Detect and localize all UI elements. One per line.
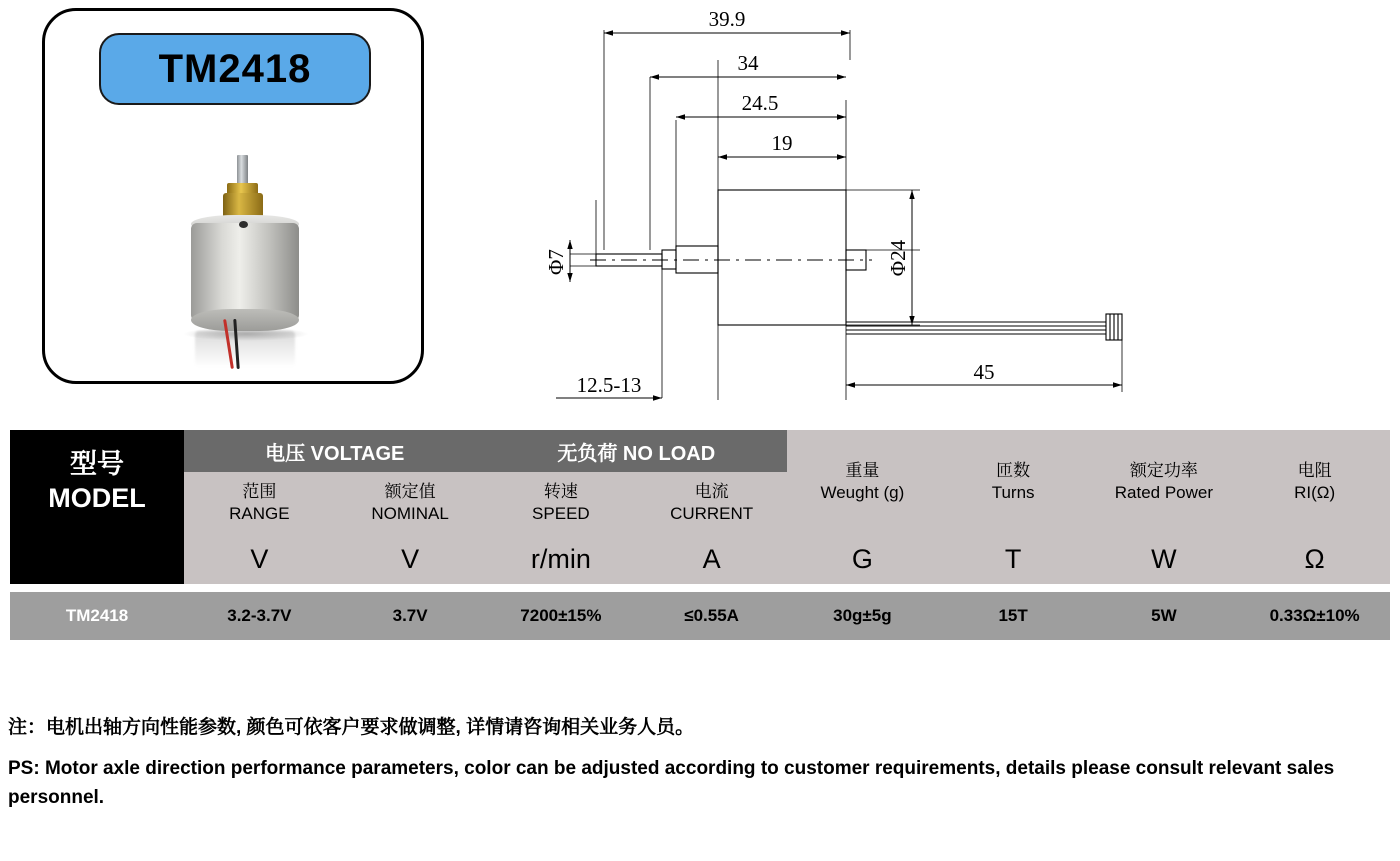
column-header-rated-power <box>1089 430 1240 534</box>
motor-photo <box>165 131 325 371</box>
cell-weight-value: 30g±5g <box>787 592 938 640</box>
motor-shaft <box>237 155 248 185</box>
column-header-nominal <box>335 472 486 534</box>
unit-resistance: Ω <box>1239 534 1390 584</box>
technical-drawing <box>510 0 1390 420</box>
table-unit-row <box>10 534 1390 584</box>
dim-length-34: 34 <box>737 51 759 75</box>
cell-nominal-value: 3.7V <box>335 592 486 640</box>
dim-wire-length: 45 <box>973 360 995 384</box>
motor-brass-base <box>223 193 263 217</box>
notes-section <box>8 712 1392 812</box>
col-current-en: CURRENT <box>670 504 754 523</box>
model-header-cn: 型号 <box>70 449 124 480</box>
motor-body <box>191 223 299 321</box>
unit-weight: G <box>787 534 938 584</box>
note-english: PS: Motor axle direction performance parameters, color can be adjusted according to customer requirements, details please consult relevant sales personnel. <box>8 758 1335 808</box>
note-chinese: 注：电机出轴方向性能参数, 颜色可依客户要求做调整, 详情请咨询相关业务人员。 <box>8 717 695 738</box>
group-noload-cn: 无负荷 <box>557 442 618 465</box>
col-resistance-en: RI(Ω) <box>1294 483 1336 502</box>
col-range-en: RANGE <box>229 504 290 523</box>
group-voltage-cn: 电压 <box>265 442 306 465</box>
col-nominal-cn: 额定值 <box>384 481 436 501</box>
col-turns-en: Turns <box>991 483 1035 502</box>
unit-range: V <box>184 534 335 584</box>
col-current-cn: 电流 <box>694 481 729 501</box>
col-turns-cn: 匝数 <box>996 460 1031 480</box>
column-header-speed <box>486 472 637 534</box>
cell-turns-value: 15T <box>938 592 1089 640</box>
motor-vent-hole <box>239 221 248 228</box>
cell-speed-value: 7200±15% <box>486 592 637 640</box>
model-badge <box>99 33 371 105</box>
model-badge-label: TM2418 <box>158 46 312 91</box>
column-header-turns <box>938 430 1089 534</box>
cell-model-value: TM2418 <box>10 592 184 640</box>
group-header-voltage <box>184 430 486 472</box>
col-power-cn: 额定功率 <box>1129 460 1198 480</box>
product-photo-card <box>42 8 424 384</box>
group-voltage-en: VOLTAGE <box>310 442 405 465</box>
unit-turns: T <box>938 534 1089 584</box>
column-header-weight <box>787 430 938 534</box>
motor-reflection <box>195 331 295 367</box>
unit-current: A <box>636 534 787 584</box>
table-row <box>10 592 1390 640</box>
top-section <box>0 0 1400 425</box>
dim-length-24-5: 24.5 <box>741 91 779 115</box>
table-spacer-cell <box>10 584 1390 592</box>
col-weight-cn: 重量 <box>845 460 880 480</box>
unit-nominal: V <box>335 534 486 584</box>
column-header-current <box>636 472 787 534</box>
table-spacer-row <box>10 584 1390 592</box>
unit-power: W <box>1089 534 1240 584</box>
table-group-header-row <box>10 430 1390 472</box>
cell-resistance-value: 0.33Ω±10% <box>1239 592 1390 640</box>
col-speed-en: SPEED <box>532 504 590 523</box>
motor-bottom <box>191 309 299 331</box>
specification-table <box>10 430 1390 640</box>
table-model-header <box>10 430 184 534</box>
col-power-en: Rated Power <box>1114 483 1214 502</box>
cell-current-value: ≤0.55A <box>636 592 787 640</box>
col-range-cn: 范围 <box>242 481 277 501</box>
dim-shaft-range: 12.5-13 <box>576 373 642 397</box>
unit-speed: r/min <box>486 534 637 584</box>
model-header-en: MODEL <box>48 483 146 513</box>
cell-range-value: 3.2-3.7V <box>184 592 335 640</box>
dim-shaft-diameter: Φ7 <box>544 249 568 275</box>
unit-model-blank <box>10 534 184 584</box>
col-nominal-en: NOMINAL <box>371 504 449 523</box>
column-header-range <box>184 472 335 534</box>
group-noload-en: NO LOAD <box>622 442 716 465</box>
dim-body-diameter: Φ24 <box>886 239 910 277</box>
group-header-noload <box>486 430 788 472</box>
column-header-resistance <box>1239 430 1390 534</box>
dim-overall-length: 39.9 <box>708 7 746 31</box>
col-resistance-cn: 电阻 <box>1297 460 1332 480</box>
col-weight-en: Weught (g) <box>820 483 905 502</box>
dim-length-19: 19 <box>771 131 793 155</box>
col-speed-cn: 转速 <box>543 481 578 501</box>
cell-power-value: 5W <box>1089 592 1240 640</box>
